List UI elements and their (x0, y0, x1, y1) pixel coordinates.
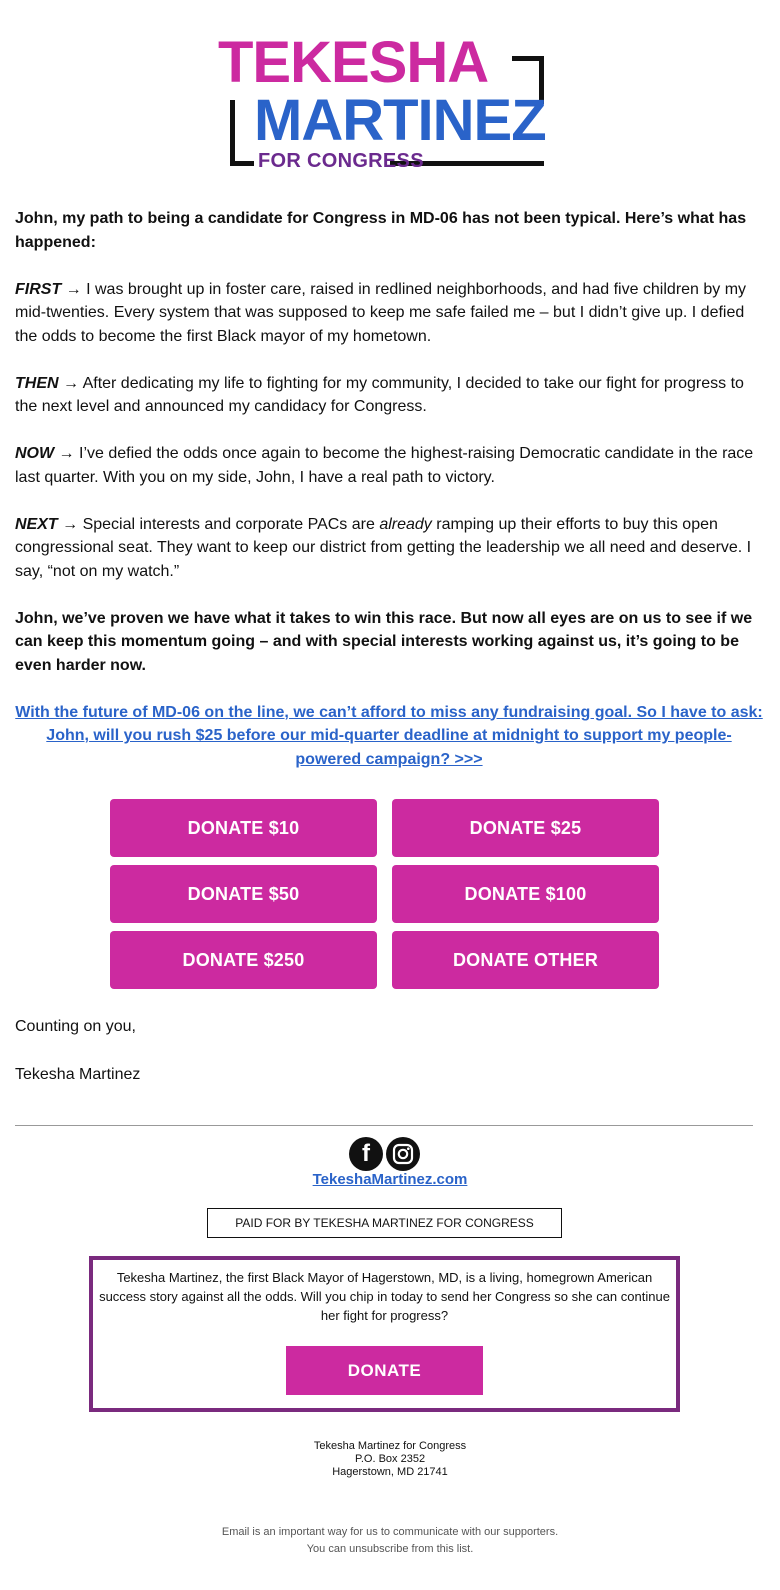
now-paragraph (15, 442, 763, 489)
footer-note-line-1: Email is an important way for us to communicate with our supporters. (221, 1526, 559, 1538)
logo-first-name: TEKESHA (218, 30, 489, 95)
address-line-3: Hagerstown, MD 21741 (332, 1466, 448, 1478)
logo-last-name: MARTINEZ (254, 88, 546, 153)
donate-50-button[interactable]: DONATE $50 (110, 865, 377, 923)
then-label: THEN (15, 374, 59, 392)
website-link[interactable]: TekeshaMartinez.com (312, 1171, 468, 1188)
next-text-a: → Special interests and corporate PACs are (57, 515, 380, 533)
next-text-b: ramping up their efforts to buy this open congressional seat. They want to keep our district from getting the leadership we all need and deserve. I say, “not on my watch.” (15, 515, 752, 580)
campaign-logo[interactable] (218, 30, 562, 170)
address-line-1: Tekesha Martinez for Congress (313, 1440, 467, 1452)
next-label: NEXT (15, 515, 58, 533)
logo-bracket-bottom-left (230, 100, 254, 166)
appeal-box-text: Tekesha Martinez, the first Black Mayor of Hagerstown, MD, is a living, homegrown American success story against all the odds. Will you chip in today to send her Congress so she can continue her fight for progress? (99, 1270, 670, 1323)
donate-10-button[interactable]: DONATE $10 (110, 799, 377, 857)
donate-25-button[interactable]: DONATE $25 (392, 799, 659, 857)
instagram-icon[interactable] (386, 1137, 420, 1171)
donate-appeal-link[interactable]: With the future of MD-06 on the line, we can’t afford to miss any fundraising goal. So I have to ask: John, will you rush $25 before our mid-quarter deadline at midnight to support my people-powered campaign? >>> (15, 703, 763, 768)
appeal-box (89, 1256, 680, 1412)
intro-paragraph: John, my path to being a candidate for Congress in MD-06 has not been typical. Here’s what has happened: (15, 210, 747, 251)
next-paragraph (15, 513, 763, 584)
facebook-icon[interactable]: f (349, 1137, 383, 1171)
donate-100-button[interactable]: DONATE $100 (392, 865, 659, 923)
appeal-donate-button[interactable]: DONATE (286, 1346, 483, 1395)
then-paragraph (15, 372, 763, 419)
first-paragraph (15, 278, 763, 349)
footer-note-line-2: You can unsubscribe from this list. (306, 1543, 474, 1555)
donate-250-button[interactable]: DONATE $250 (110, 931, 377, 989)
next-text-emphasis: already (379, 515, 432, 533)
donate-other-button[interactable]: DONATE OTHER (392, 931, 659, 989)
now-text: → I’ve defied the odds once again to become the highest-raising Democratic candidate in the race last quarter. With you on my side, John, I have a real path to victory. (15, 445, 754, 486)
paid-for-disclaimer: PAID FOR BY TEKESHA MARTINEZ FOR CONGRESS (207, 1208, 562, 1238)
address-line-2: P.O. Box 2352 (354, 1453, 426, 1465)
email-body (15, 207, 763, 795)
momentum-paragraph: John, we’ve proven we have what it takes to win this race. But now all eyes are on us to see if we can keep this momentum going – and with special interests working against us, it’s going to be even harder now. (15, 609, 753, 674)
now-label: NOW (15, 445, 55, 462)
mailing-address (0, 1440, 780, 1479)
unsubscribe-note (0, 1524, 780, 1558)
first-text: → I was brought up in foster care, raised in redlined neighborhoods, and had five children by my mid-twenties. Every system that was supposed to keep me safe failed me – but I didn’t give up. I defied the odds to become the first Black mayor of my hometown. (15, 280, 747, 345)
instagram-glyph (391, 1142, 415, 1166)
first-label: FIRST (15, 280, 62, 298)
footer-divider (15, 1125, 753, 1126)
then-text: → After dedicating my life to fighting for my community, I decided to take our fight for progress to the next level and announced my candidacy for Congress. (15, 374, 744, 415)
closing-line: Counting on you, (15, 1018, 136, 1035)
signature-name: Tekesha Martinez (15, 1066, 141, 1083)
logo-tagline: FOR CONGRESS (258, 150, 424, 172)
